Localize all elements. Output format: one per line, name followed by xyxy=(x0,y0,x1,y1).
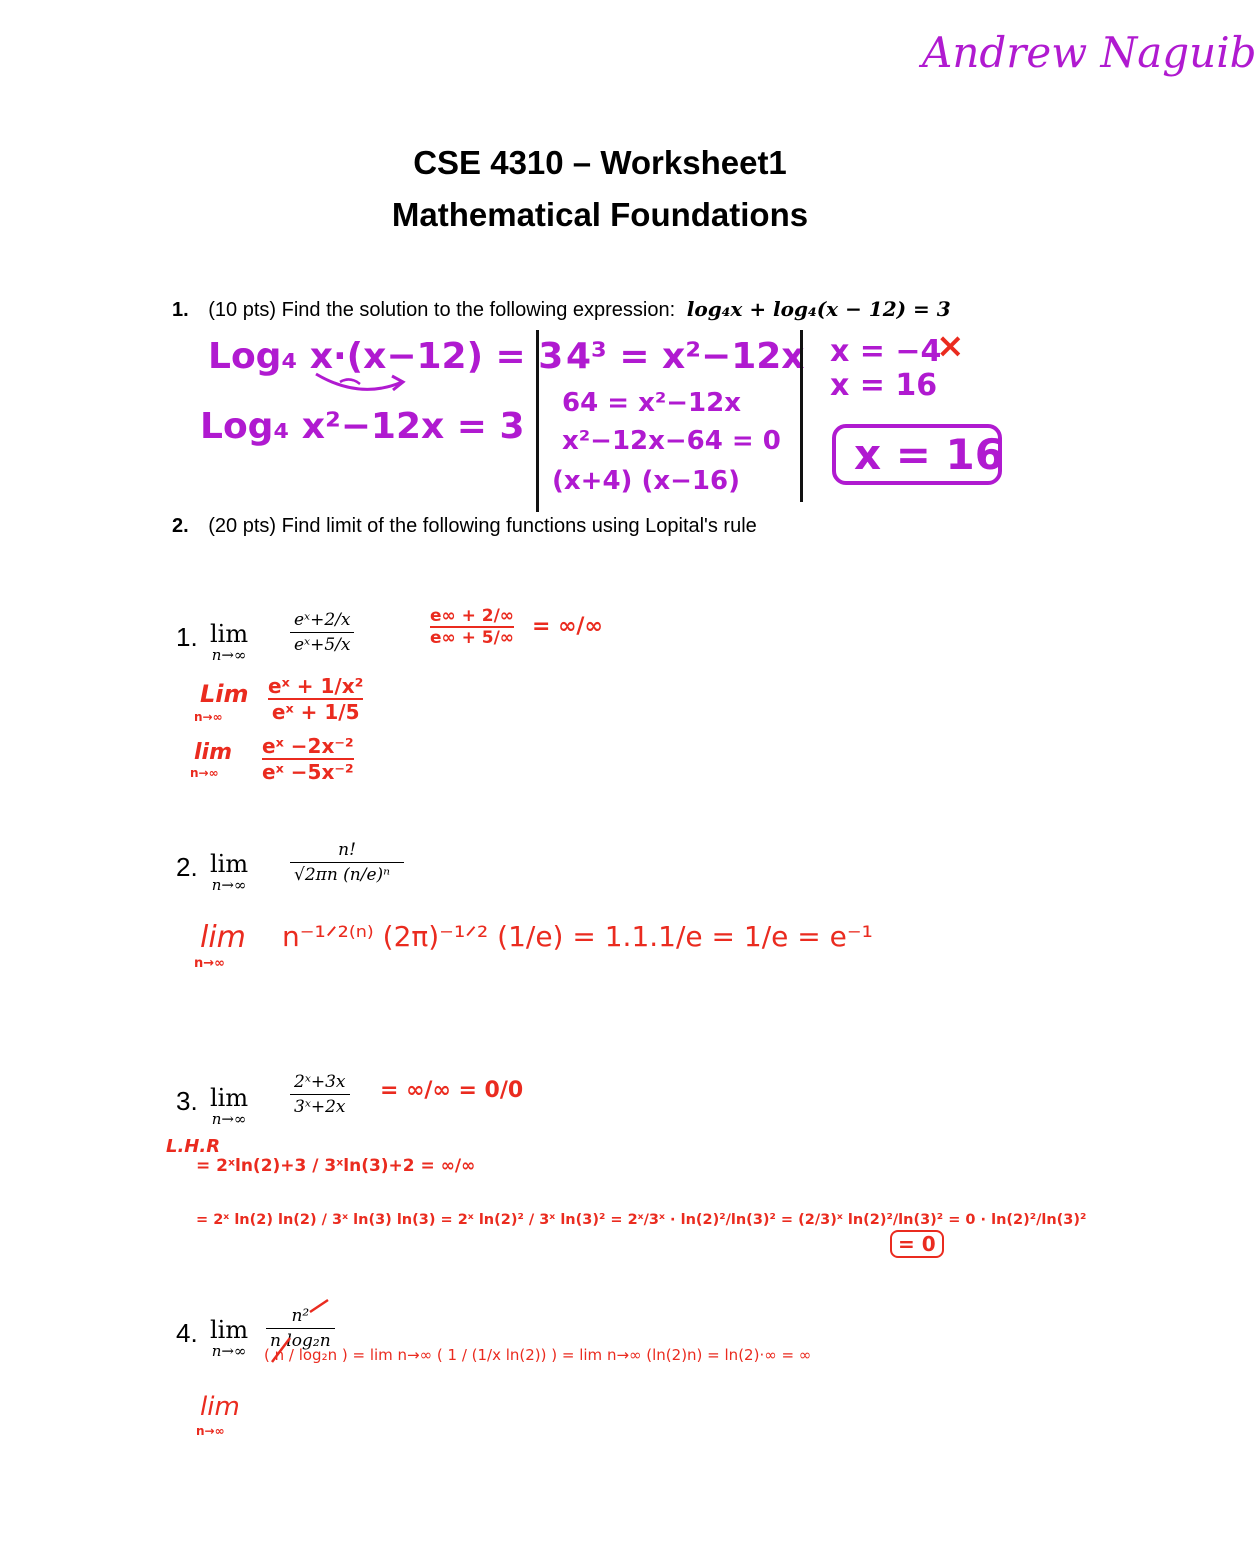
question-2-number: 2. xyxy=(172,515,189,537)
part-4-work-lim: lim xyxy=(200,1392,240,1422)
part-3-work-a: = ∞/∞ = 0/0 xyxy=(380,1078,524,1103)
q1-work-line-5: x²−12x−64 = 0 xyxy=(562,426,781,456)
part-4-work-sub: n→∞ xyxy=(196,1424,225,1438)
part-2-work-lim: lim xyxy=(200,920,246,955)
part-1-work-a: $\frac{e\infty + 2/\infty}{e\infty + 5/\infty}$ xyxy=(430,606,514,648)
part-4-fraction: $\frac{\text{n²}}{\text{n log₂n}}$ xyxy=(266,1306,335,1351)
part-1-lim: lim n→∞ xyxy=(210,620,249,664)
signature: Andrew Naguib xyxy=(922,28,1257,77)
question-2-text: (20 pts) Find limit of the following functions using Lopital's rule xyxy=(208,515,757,537)
part-3-lim: lim n→∞ xyxy=(210,1084,249,1128)
part-1-fraction: $\frac{\text{eˣ+2/x}}{\text{eˣ+5/x}}$ xyxy=(290,610,354,655)
question-1-number: 1. xyxy=(172,299,189,321)
q1-work-line-1: Log₄ x·(x−12) = 3 xyxy=(208,336,564,377)
q1-work-line-2: Log₄ x²−12x = 3 xyxy=(200,406,525,447)
part-3-work-b: L.H.R xyxy=(166,1136,221,1157)
part-1-work-h: $\frac{\text{eˣ −2x⁻²}}{\text{eˣ −5x⁻²}}$ xyxy=(262,734,354,784)
part-4-lim: lim n→∞ xyxy=(210,1316,249,1360)
part-1-work-d: n→∞ xyxy=(194,710,223,724)
question-1-expression: log₄x + log₄(x − 12) = 3 xyxy=(686,297,951,321)
part-2-label: 2. xyxy=(176,852,198,882)
part-3-work-c: = 2ˣln(2)+3 / 3ˣln(3)+2 = ∞/∞ xyxy=(196,1156,476,1176)
page-subtitle: Mathematical Foundations xyxy=(391,196,809,233)
part-4-work-expr: ( n / log₂n ) = lim n→∞ ( 1 / (1/x ln(2)) ) = lim n→∞ (ln(2)n) = ln(2)·∞ = ∞ xyxy=(264,1346,812,1364)
part-2-lim: lim n→∞ xyxy=(210,850,249,894)
part-2-work-sub: n→∞ xyxy=(194,956,225,971)
q1-work-line-8: x = 16 xyxy=(830,368,938,403)
part-4-label: 4. xyxy=(176,1318,198,1348)
q1-reject-mark: × xyxy=(936,326,965,366)
part-1-work-g: n→∞ xyxy=(190,766,219,780)
q1-work-line-7: x = −4 xyxy=(830,334,942,369)
part-1-work-e: $\frac{\text{eˣ + 1/x²}}{\text{eˣ + 1/5}}$ xyxy=(268,674,364,724)
part-3-work-d: = 2ˣ ln(2) ln(2) / 3ˣ ln(3) ln(3) = 2ˣ ln(2)² / 3ˣ ln(3)² = 2ˣ/3ˣ · ln(2)²/ln(3)² = (2/3)ˣ ln(2)²/ln(3)² = 0 · ln(2)²/ln(3)² xyxy=(196,1212,1087,1228)
part-3-work-e: = 0 xyxy=(890,1230,944,1258)
part-3-label: 3. xyxy=(176,1086,198,1116)
part-1-work-f: lim xyxy=(194,740,233,765)
part-1-work-b: = ∞/∞ xyxy=(532,614,603,639)
page-title: CSE 4310 – Worksheet1 xyxy=(413,144,787,181)
part-3-fraction: $\frac{\text{2ˣ+3x}}{\text{3ˣ+2x}}$ xyxy=(290,1072,350,1117)
q1-work-line-3: 4³ = x²−12x xyxy=(566,336,805,377)
part-2-fraction: $\frac{n!}{\text{√2πn (n/e)ⁿ}}$ xyxy=(290,840,404,885)
q1-work-line-4: 64 = x²−12x xyxy=(562,388,741,418)
part-1-work-c: Lim xyxy=(200,680,249,708)
question-1-text: (10 pts) Find the solution to the following expression: xyxy=(208,299,676,321)
q1-work-line-6: (x+4) (x−16) xyxy=(552,466,740,496)
part-2-work-expr: n⁻¹ᐟ²⁽ⁿ⁾ (2π)⁻¹ᐟ² (1/e) = 1.1.1/e = 1/e = e⁻¹ xyxy=(282,920,873,953)
q1-answer: x = 16 xyxy=(832,424,1002,485)
part-1-label: 1. xyxy=(176,622,198,652)
